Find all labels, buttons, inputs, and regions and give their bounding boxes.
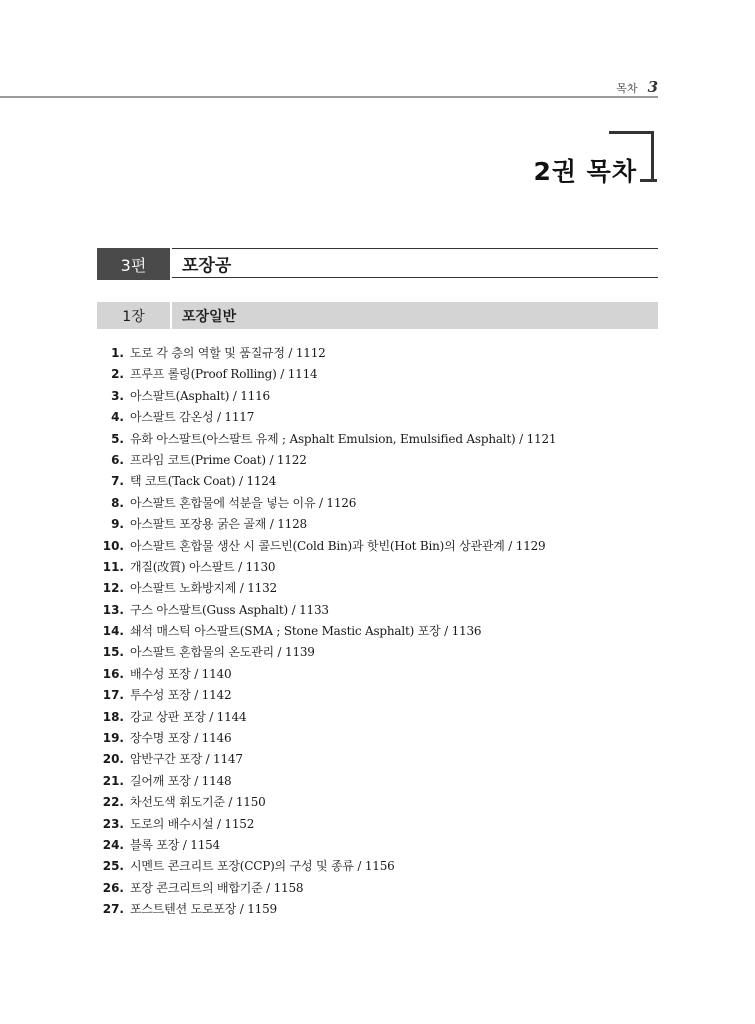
toc-entry-number: 25. — [102, 859, 124, 874]
toc-entry-text: 포스트텐션 도로포장 / 1159 — [130, 902, 277, 917]
toc-entry-number: 2. — [111, 367, 124, 382]
header-rule — [0, 96, 658, 98]
toc-entry[interactable] — [97, 792, 657, 813]
volume-title: 2권 목차 — [533, 157, 637, 186]
toc-entry-text: 시멘트 콘크리트 포장(CCP)의 구성 및 종류 / 1156 — [130, 859, 395, 874]
toc-entry-text: 유화 아스팔트(아스팔트 유제 ; Asphalt Emulsion, Emulsified Asphalt) / 1121 — [130, 431, 557, 446]
toc-entry-text: 포장 콘크리트의 배합기준 / 1158 — [130, 880, 304, 895]
toc-entry-number: 23. — [102, 816, 124, 831]
toc-entry-number: 13. — [102, 602, 124, 617]
toc-entry-number: 7. — [111, 474, 124, 489]
toc-entry-text: 차선도색 휘도기준 / 1150 — [130, 795, 266, 810]
toc-entry[interactable] — [97, 578, 657, 599]
toc-entry[interactable] — [97, 407, 657, 428]
toc-entry-text: 도로 각 층의 역할 및 품질규정 / 1112 — [130, 346, 326, 360]
toc-entry[interactable] — [97, 749, 657, 770]
toc-entry-number: 24. — [102, 837, 124, 852]
toc-entry-text: 아스팔트(Asphalt) / 1116 — [130, 388, 270, 403]
toc-entry-number: 22. — [102, 795, 124, 810]
toc-entry-text: 아스팔트 포장용 굵은 골재 / 1128 — [130, 517, 307, 532]
toc-entry-text: 아스팔트 감온성 / 1117 — [130, 410, 255, 425]
toc-entry[interactable] — [97, 814, 657, 835]
toc-entry[interactable] — [97, 536, 657, 557]
toc-entry[interactable] — [97, 642, 657, 663]
toc-entry-number: 16. — [102, 666, 124, 681]
toc-entry-text: 배수성 포장 / 1140 — [130, 666, 232, 681]
toc-list — [97, 343, 657, 921]
toc-entry[interactable] — [97, 664, 657, 685]
toc-entry-text: 길어깨 포장 / 1148 — [130, 773, 232, 788]
toc-entry-number: 1. — [111, 346, 124, 360]
toc-entry[interactable] — [97, 621, 657, 642]
toc-entry-number: 20. — [102, 752, 124, 767]
toc-entry-text: 블록 포장 / 1154 — [130, 837, 220, 852]
toc-entry-number: 8. — [111, 495, 124, 510]
toc-entry[interactable] — [97, 343, 657, 364]
page-number: 3 — [647, 78, 658, 96]
toc-entry-number: 4. — [111, 410, 124, 425]
part-title: 포장공 — [172, 248, 658, 278]
toc-entry-number: 6. — [111, 452, 124, 467]
toc-entry-number: 26. — [102, 880, 124, 895]
toc-entry-text: 도로의 배수시설 / 1152 — [130, 816, 255, 831]
running-head-label: 목차 — [616, 82, 638, 95]
toc-entry-number: 14. — [102, 624, 124, 639]
toc-entry[interactable] — [97, 771, 657, 792]
toc-entry-text: 아스팔트 노화방지제 / 1132 — [130, 581, 277, 596]
chapter-label: 1장 — [97, 302, 170, 329]
toc-entry[interactable] — [97, 493, 657, 514]
chapter-heading — [97, 302, 658, 329]
toc-entry[interactable] — [97, 364, 657, 385]
toc-entry[interactable] — [97, 386, 657, 407]
toc-entry-number: 18. — [102, 709, 124, 724]
toc-entry-number: 17. — [102, 688, 124, 703]
toc-entry-text: 장수명 포장 / 1146 — [130, 731, 232, 746]
toc-entry[interactable] — [97, 835, 657, 856]
toc-entry-number: 21. — [102, 773, 124, 788]
part-label: 3편 — [97, 248, 170, 280]
toc-entry[interactable] — [97, 514, 657, 535]
toc-entry-text: 쇄석 매스틱 아스팔트(SMA ; Stone Mastic Asphalt) 포장 / 1136 — [130, 624, 482, 639]
title-bracket-foot — [640, 179, 657, 182]
toc-entry-number: 10. — [102, 538, 124, 553]
toc-entry[interactable] — [97, 899, 657, 920]
toc-entry-text: 택 코트(Tack Coat) / 1124 — [130, 474, 277, 489]
toc-entry[interactable] — [97, 450, 657, 471]
toc-entry-number: 19. — [102, 731, 124, 746]
toc-entry[interactable] — [97, 707, 657, 728]
toc-entry-text: 투수성 포장 / 1142 — [130, 688, 232, 703]
toc-entry-number: 5. — [111, 431, 124, 446]
toc-entry-text: 구스 아스팔트(Guss Asphalt) / 1133 — [130, 602, 329, 617]
toc-entry-number: 11. — [102, 559, 124, 574]
toc-entry-text: 아스팔트 혼합물에 석분을 넣는 이유 / 1126 — [130, 495, 357, 510]
toc-entry[interactable] — [97, 856, 657, 877]
toc-entry-number: 9. — [111, 517, 124, 532]
toc-entry[interactable] — [97, 557, 657, 578]
toc-entry[interactable] — [97, 728, 657, 749]
toc-entry-text: 프라임 코트(Prime Coat) / 1122 — [130, 452, 307, 467]
toc-entry-number: 27. — [102, 902, 124, 917]
part-heading — [97, 248, 658, 280]
toc-entry[interactable] — [97, 471, 657, 492]
toc-entry[interactable] — [97, 685, 657, 706]
toc-entry-text: 아스팔트 혼합물 생산 시 콜드빈(Cold Bin)과 핫빈(Hot Bin)의 상관관계 / 1129 — [130, 538, 546, 553]
running-head — [616, 78, 658, 96]
toc-entry-text: 암반구간 포장 / 1147 — [130, 752, 243, 767]
toc-entry-text: 프루프 롤링(Proof Rolling) / 1114 — [130, 367, 318, 382]
toc-entry[interactable] — [97, 878, 657, 899]
toc-entry[interactable] — [97, 429, 657, 450]
toc-entry-text: 강교 상판 포장 / 1144 — [130, 709, 247, 724]
toc-entry-number: 12. — [102, 581, 124, 596]
toc-entry-text: 개질(改質) 아스팔트 / 1130 — [130, 559, 276, 574]
toc-entry-number: 3. — [111, 388, 124, 403]
toc-entry-number: 15. — [102, 645, 124, 660]
toc-entry[interactable] — [97, 600, 657, 621]
chapter-title: 포장일반 — [172, 302, 658, 329]
toc-entry-text: 아스팔트 혼합물의 온도관리 / 1139 — [130, 645, 315, 660]
